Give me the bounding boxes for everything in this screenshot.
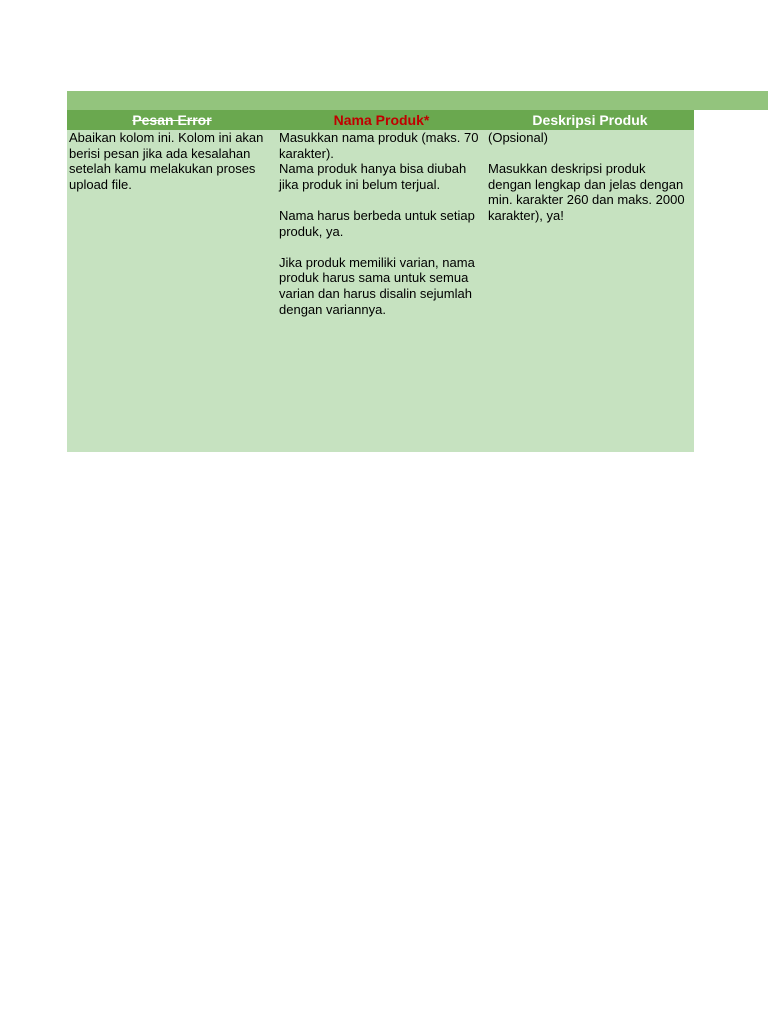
cell-nama-produk-instructions[interactable]: Masukkan nama produk (maks. 70 karakter). Nama produk hanya bisa diubah jika produk ini belum terjual. Nama harus berbeda untuk setiap produk, ya. Jika produk memiliki varian, nama produk harus sama untuk semua varian dan harus disalin sejumlah dengan variannya. <box>277 130 486 452</box>
product-template-table <box>67 110 694 452</box>
header-pesan-error[interactable]: Pesan Error <box>67 110 277 130</box>
cell-deskripsi-produk-instructions[interactable]: (Opsional) Masukkan deskripsi produk dengan lengkap dan jelas dengan min. karakter 260 dan maks. 2000 karakter), ya! <box>486 130 694 452</box>
cell-pesan-error-instructions[interactable]: Abaikan kolom ini. Kolom ini akan berisi pesan jika ada kesalahan setelah kamu melakukan proses upload file. <box>67 130 277 452</box>
header-nama-produk[interactable]: Nama Produk* <box>277 110 486 130</box>
header-band <box>67 91 768 110</box>
instruction-row <box>67 130 694 452</box>
header-deskripsi-produk[interactable]: Deskripsi Produk <box>486 110 694 130</box>
header-row <box>67 110 694 130</box>
